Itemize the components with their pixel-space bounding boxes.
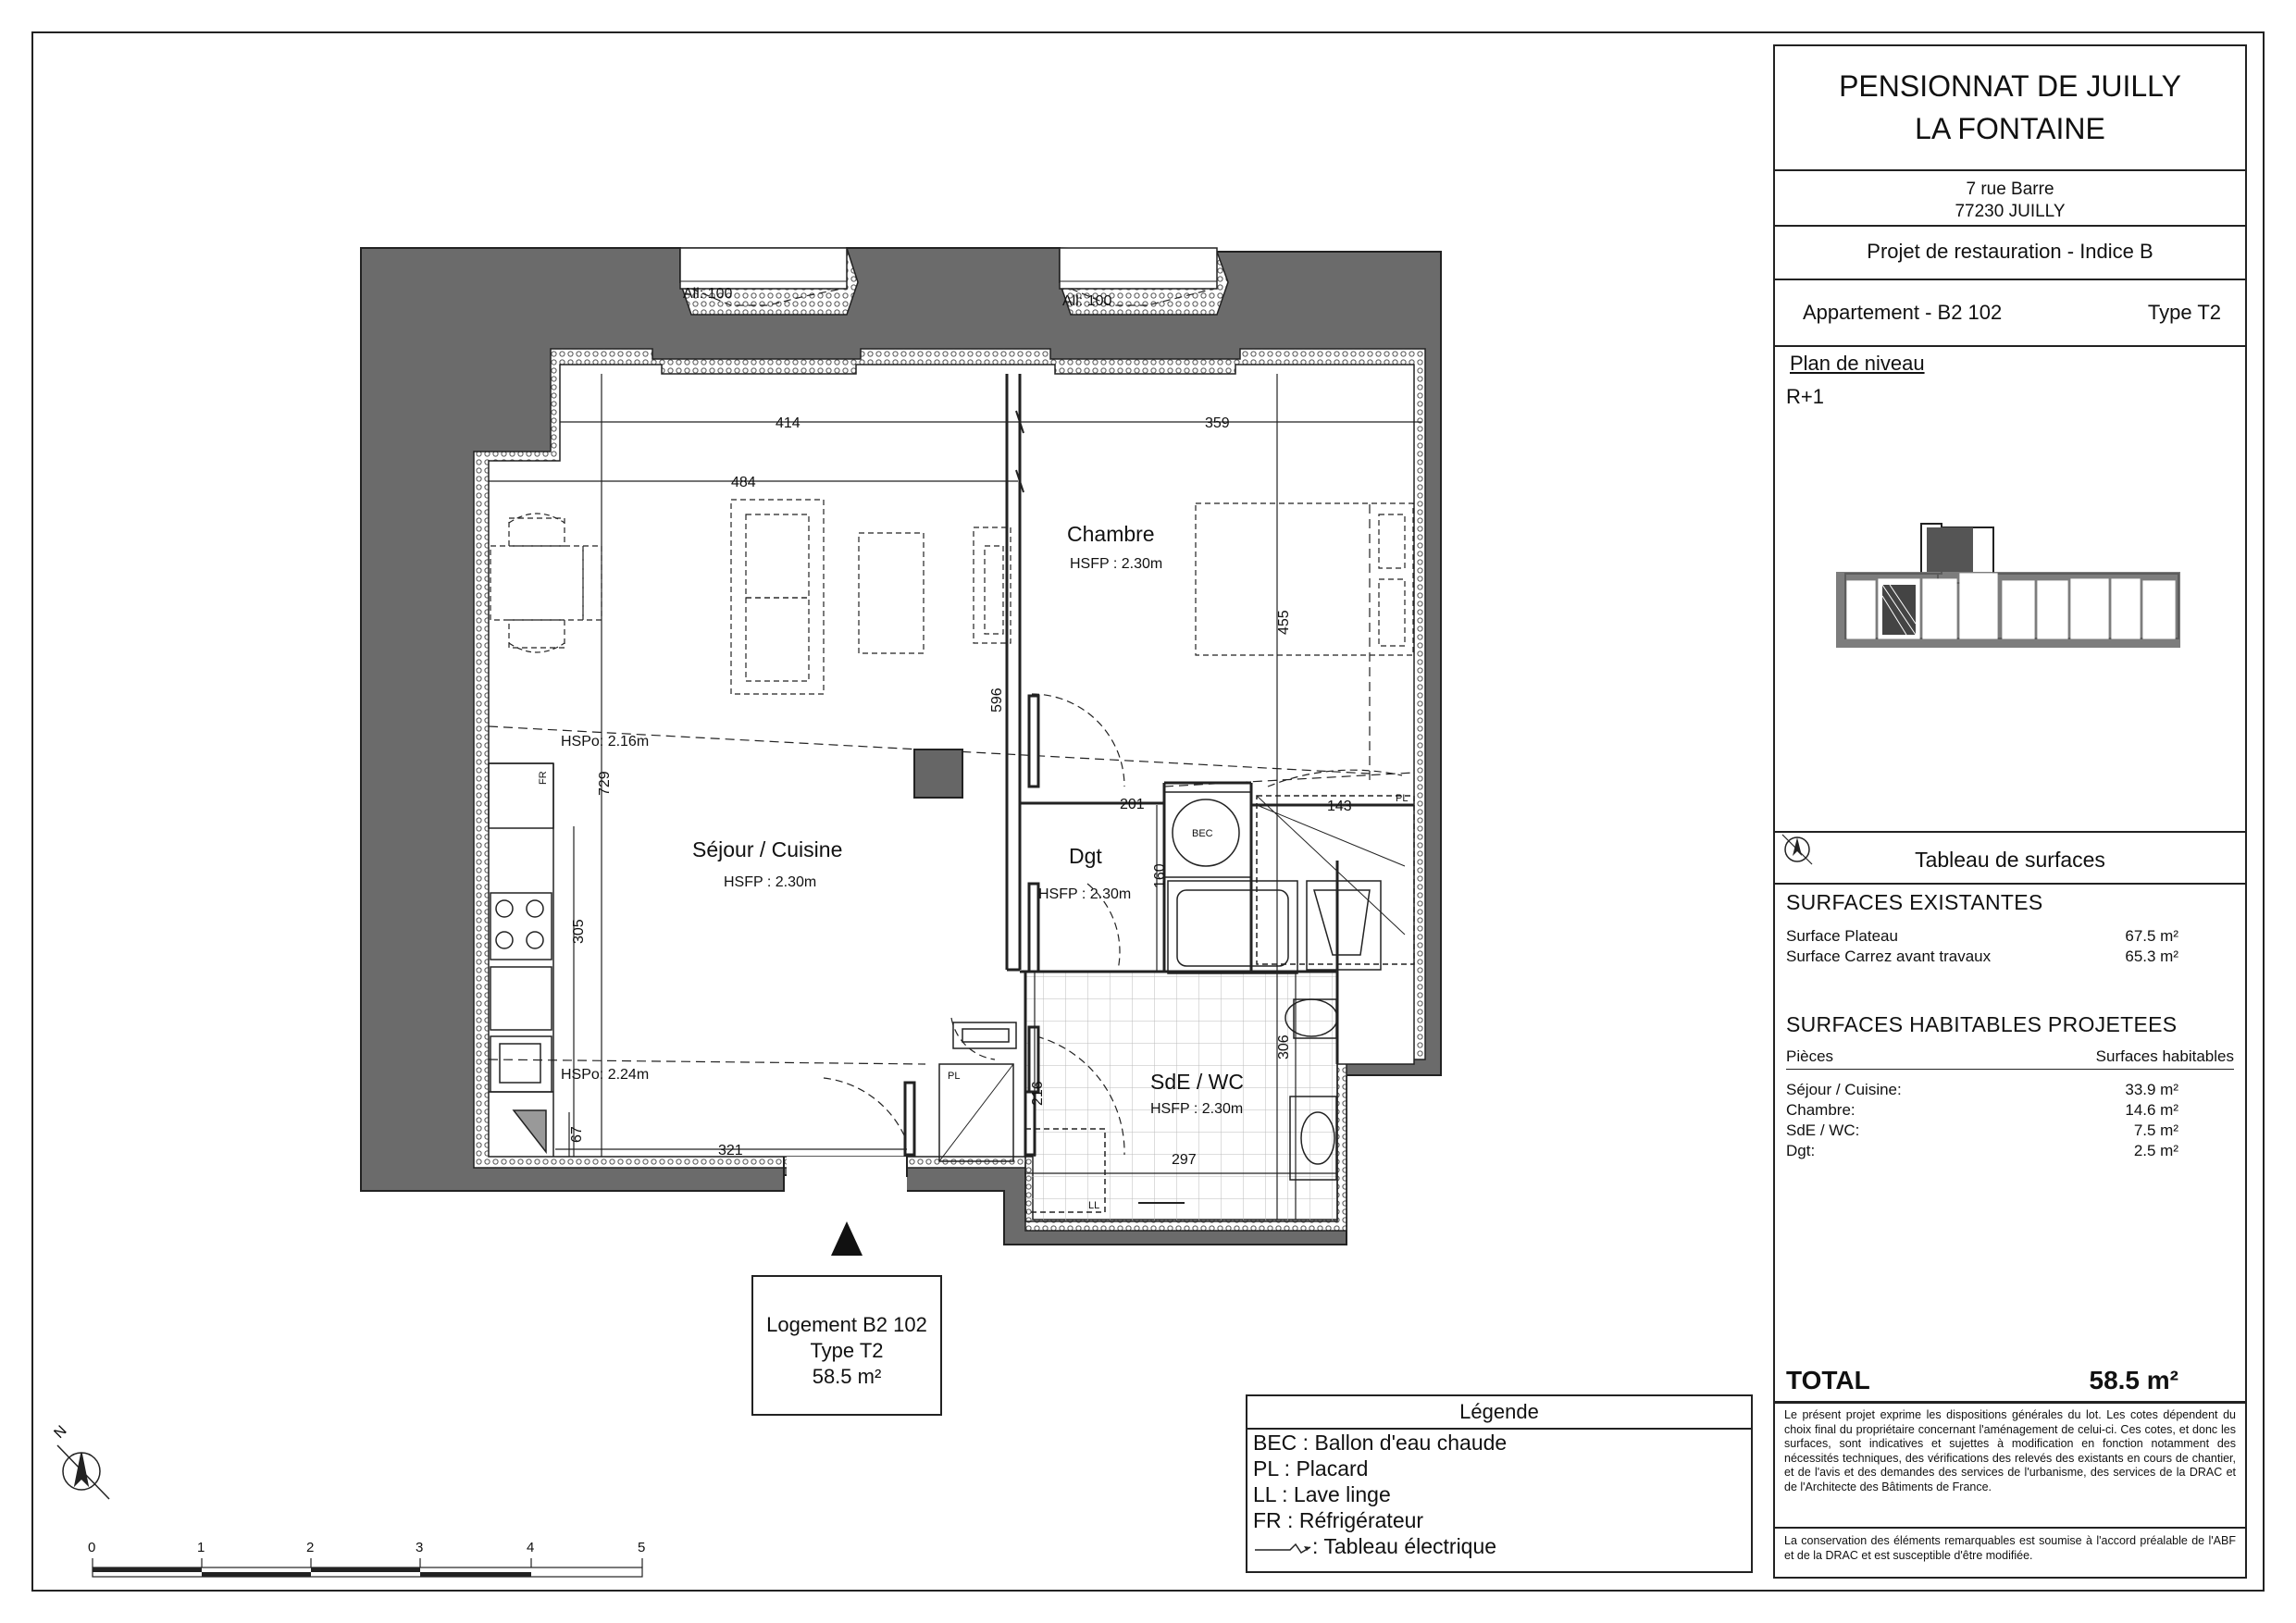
project-line-1: PENSIONNAT DE JUILLY bbox=[1839, 69, 2181, 103]
legend-item-tableau-label: : Tableau électrique bbox=[1312, 1534, 1497, 1558]
fr-label: FR bbox=[538, 771, 549, 785]
key-plan bbox=[1836, 472, 2188, 657]
title-block bbox=[1773, 44, 2247, 1579]
room-label-1: Séjour / Cuisine: bbox=[1786, 1081, 1902, 1098]
room-row-3 bbox=[1786, 1121, 2178, 1140]
pl-label-1: PL bbox=[1396, 793, 1409, 804]
entrance-arrow-icon bbox=[831, 1221, 863, 1256]
scale-tick-3: 3 bbox=[416, 1540, 424, 1555]
room-value-2: 14.6 m² bbox=[2125, 1101, 2178, 1119]
total-value: 58.5 m² bbox=[2089, 1366, 2178, 1394]
address-line-2: 77230 JUILLY bbox=[1955, 202, 2066, 221]
room-sde: SdE / WC bbox=[1150, 1070, 1244, 1094]
room-label-4: Dgt: bbox=[1786, 1142, 1816, 1159]
projected-title: SURFACES HABITABLES PROJETEES bbox=[1786, 1012, 2178, 1036]
apartment-row bbox=[1775, 280, 2245, 347]
project-title bbox=[1775, 46, 2245, 171]
allege-label-2: All: 100 bbox=[1062, 293, 1112, 309]
north-label: N bbox=[51, 1422, 70, 1442]
scale-tick-4: 4 bbox=[527, 1540, 535, 1555]
room-value-3: 7.5 m² bbox=[2133, 1121, 2178, 1139]
dim-455: 455 bbox=[1276, 610, 1292, 635]
projected-header bbox=[1786, 1047, 2234, 1070]
existing-label-1: Surface Plateau bbox=[1786, 927, 1898, 945]
room-label-3: SdE / WC: bbox=[1786, 1121, 1860, 1139]
col-surfaces: Surfaces habitables bbox=[2095, 1047, 2234, 1065]
plan-label: Plan de niveau bbox=[1790, 352, 1925, 375]
total-row bbox=[1786, 1366, 2178, 1395]
scale-tick-2: 2 bbox=[306, 1540, 315, 1555]
dim-729: 729 bbox=[597, 771, 613, 796]
dim-201: 201 bbox=[1120, 797, 1145, 812]
hspo-label-1: HSPo: 2.16m bbox=[561, 734, 650, 750]
room-dgt-height: HSFP : 2.30m bbox=[1038, 886, 1132, 902]
room-chambre-height: HSFP : 2.30m bbox=[1070, 556, 1163, 572]
col-rooms: Pièces bbox=[1786, 1047, 1834, 1065]
legend bbox=[1246, 1394, 1753, 1573]
dim-484: 484 bbox=[731, 475, 756, 490]
dim-297: 297 bbox=[1172, 1152, 1197, 1168]
legend-item-ll: LL : Lave linge bbox=[1253, 1482, 1391, 1506]
existing-title: SURFACES EXISTANTES bbox=[1786, 890, 2043, 914]
dim-596: 596 bbox=[989, 688, 1005, 712]
legal-notice-1: Le présent projet exprime les dispositions générales du lot. Les cotes dépendent du choix final du propriétaire concernant l'aménagement de celui-ci. Ces cotes, et donc les surfaces, sont indicatives et sujettes à modification en fonction notamment des nécessités techniques, des vérifications des relevés des existants en cours de chantier, et de l'avis et des demandes des services de l'urbanisme, des services de la DRAC et de l'Architecte des Bâtiments de France. bbox=[1784, 1408, 2236, 1493]
address-line-1: 7 rue Barre bbox=[1966, 180, 2054, 199]
existing-row-2 bbox=[1786, 948, 2178, 966]
apartment-label: Appartement - B2 102 bbox=[1803, 301, 2003, 324]
dim-414: 414 bbox=[776, 415, 800, 431]
scale-tick-0: 0 bbox=[88, 1540, 96, 1555]
existing-label-2: Surface Carrez avant travaux bbox=[1786, 948, 1992, 965]
unit-type: Type T2 bbox=[810, 1339, 884, 1362]
room-value-4: 2.5 m² bbox=[2133, 1142, 2178, 1159]
ll-label: LL bbox=[1088, 1200, 1100, 1211]
north-arrow-icon bbox=[57, 1445, 109, 1499]
project-subtitle: Projet de restauration - Indice B bbox=[1775, 227, 2245, 280]
address bbox=[1775, 171, 2245, 227]
legal-notice-2: La conservation des éléments remarquables est soumise à l'accord préalable de l'ABF et de la DRAC et est susceptible d'être modifiée. bbox=[1784, 1534, 2236, 1562]
room-value-1: 33.9 m² bbox=[2125, 1081, 2178, 1098]
scale-bar bbox=[93, 1558, 642, 1577]
dim-359: 359 bbox=[1205, 415, 1230, 431]
room-sejour-height: HSFP : 2.30m bbox=[724, 874, 817, 890]
dim-216: 216 bbox=[1030, 1081, 1046, 1106]
dim-143: 143 bbox=[1327, 799, 1352, 814]
project-line-2: LA FONTAINE bbox=[1915, 112, 2105, 145]
scale-tick-1: 1 bbox=[197, 1540, 205, 1555]
room-row-1 bbox=[1786, 1081, 2178, 1099]
room-sde-height: HSFP : 2.30m bbox=[1150, 1101, 1244, 1117]
surfaces-table-title: Tableau de surfaces bbox=[1775, 831, 2245, 885]
existing-value-1: 67.5 m² bbox=[2125, 927, 2178, 945]
unit-box bbox=[751, 1275, 942, 1416]
unit-name: Logement B2 102 bbox=[766, 1313, 927, 1336]
dim-160: 160 bbox=[1152, 863, 1168, 888]
dim-305: 305 bbox=[571, 919, 587, 944]
hspo-label-2: HSPo: 2.24m bbox=[561, 1067, 650, 1083]
bec-label: BEC bbox=[1192, 828, 1213, 839]
total-label: TOTAL bbox=[1786, 1366, 1870, 1394]
allege-label-1: All: 100 bbox=[683, 286, 733, 302]
dim-67: 67 bbox=[569, 1126, 585, 1143]
unit-area: 58.5 m² bbox=[812, 1365, 882, 1388]
legend-item-pl: PL : Placard bbox=[1253, 1456, 1369, 1481]
existing-row-1 bbox=[1786, 927, 2178, 946]
room-dgt: Dgt bbox=[1069, 844, 1102, 868]
room-label-2: Chambre: bbox=[1786, 1101, 1855, 1119]
legend-item-bec: BEC : Ballon d'eau chaude bbox=[1253, 1431, 1508, 1455]
legend-item-fr: FR : Réfrigérateur bbox=[1253, 1508, 1424, 1532]
dim-306: 306 bbox=[1276, 1035, 1292, 1059]
room-sejour: Séjour / Cuisine bbox=[692, 837, 843, 861]
room-row-2 bbox=[1786, 1101, 2178, 1120]
scale-tick-5: 5 bbox=[638, 1540, 646, 1555]
room-row-4 bbox=[1786, 1142, 2178, 1160]
legend-title: Légende bbox=[1247, 1396, 1751, 1430]
existing-value-2: 65.3 m² bbox=[2125, 948, 2178, 965]
legend-item-tableau bbox=[1247, 1533, 1751, 1559]
level-label: R+1 bbox=[1786, 385, 1824, 408]
pillar bbox=[914, 750, 962, 798]
room-chambre: Chambre bbox=[1067, 522, 1155, 546]
electrical-panel-icon bbox=[1253, 1542, 1312, 1555]
apartment-type: Type T2 bbox=[2147, 301, 2221, 324]
dim-321: 321 bbox=[718, 1143, 743, 1158]
pl-label-2: PL bbox=[948, 1071, 961, 1082]
